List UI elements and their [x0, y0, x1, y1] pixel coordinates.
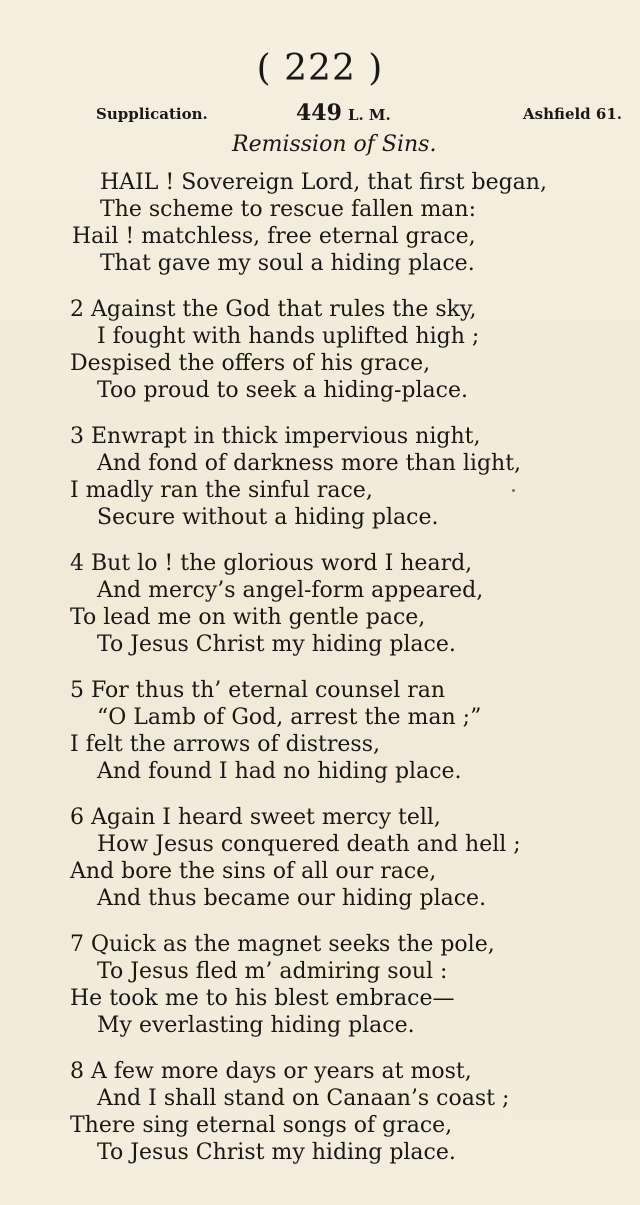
stanza-line: That gave my soul a hiding place.: [100, 251, 475, 276]
stanza-line: I madly ran the sinful race,: [70, 478, 373, 503]
stanza-line: HAIL ! Sovereign Lord, that first began,: [100, 170, 547, 195]
stanza-line: 2 Against the God that rules the sky,: [70, 297, 477, 322]
tune-category: Supplication.: [96, 105, 208, 123]
stanza-line: There sing eternal songs of grace,: [70, 1113, 453, 1138]
stanza-line: “O Lamb of God, arrest the man ;”: [97, 705, 482, 730]
stanza-line: To Jesus Christ my hiding place.: [97, 632, 456, 657]
stanza-line: Secure without a hiding place.: [97, 505, 439, 530]
hymn-number: 449: [296, 100, 342, 126]
stanza-line: Too proud to seek a hiding-place.: [97, 378, 468, 403]
stanza-line: I fought with hands uplifted high ;: [97, 324, 480, 349]
hymn-number-group: [296, 100, 391, 126]
stanza-line: Despised the offers of his grace,: [70, 351, 431, 376]
stanza-line: And bore the sins of all our race,: [70, 859, 437, 884]
stanza-line: And I shall stand on Canaan’s coast ;: [97, 1086, 510, 1111]
stanza-line: And fond of darkness more than light,: [97, 451, 522, 476]
stanza-line: And thus became our hiding place.: [97, 886, 487, 911]
meter-label: L. M.: [347, 106, 391, 124]
stanza-line: And mercy’s angel-form appeared,: [97, 578, 484, 603]
stanza-line: The scheme to rescue fallen man:: [100, 197, 477, 222]
stanza-line: To lead me on with gentle pace,: [70, 605, 426, 630]
stanza-line: My everlasting hiding place.: [97, 1013, 415, 1038]
stanza-line: 8 A few more days or years at most,: [70, 1059, 472, 1084]
tune-name: Ashfield 61.: [523, 105, 622, 123]
stanza-line: To Jesus Christ my hiding place.: [97, 1140, 456, 1165]
paper-speck: [512, 489, 515, 492]
stanza-line: To Jesus fled m’ admiring soul :: [97, 959, 448, 984]
hymn-title: Remission of Sins.: [232, 132, 437, 157]
stanza-line: How Jesus conquered death and hell ;: [97, 832, 521, 857]
stanza-line: 5 For thus th’ eternal counsel ran: [70, 678, 446, 703]
stanza-line: And found I had no hiding place.: [97, 759, 462, 784]
stanza-line: 3 Enwrapt in thick impervious night,: [70, 424, 481, 449]
stanza-line: 4 But lo ! the glorious word I heard,: [70, 551, 473, 576]
hymn-header: [96, 100, 622, 127]
page-number: ( 222 ): [256, 48, 384, 89]
stanza-line: Hail ! matchless, free eternal grace,: [72, 224, 476, 249]
stanza-line: He took me to his blest embrace—: [70, 986, 455, 1011]
stanza-line: I felt the arrows of distress,: [70, 732, 380, 757]
stanza-line: 7 Quick as the magnet seeks the pole,: [70, 932, 495, 957]
stanza-line: 6 Again I heard sweet mercy tell,: [70, 805, 441, 830]
